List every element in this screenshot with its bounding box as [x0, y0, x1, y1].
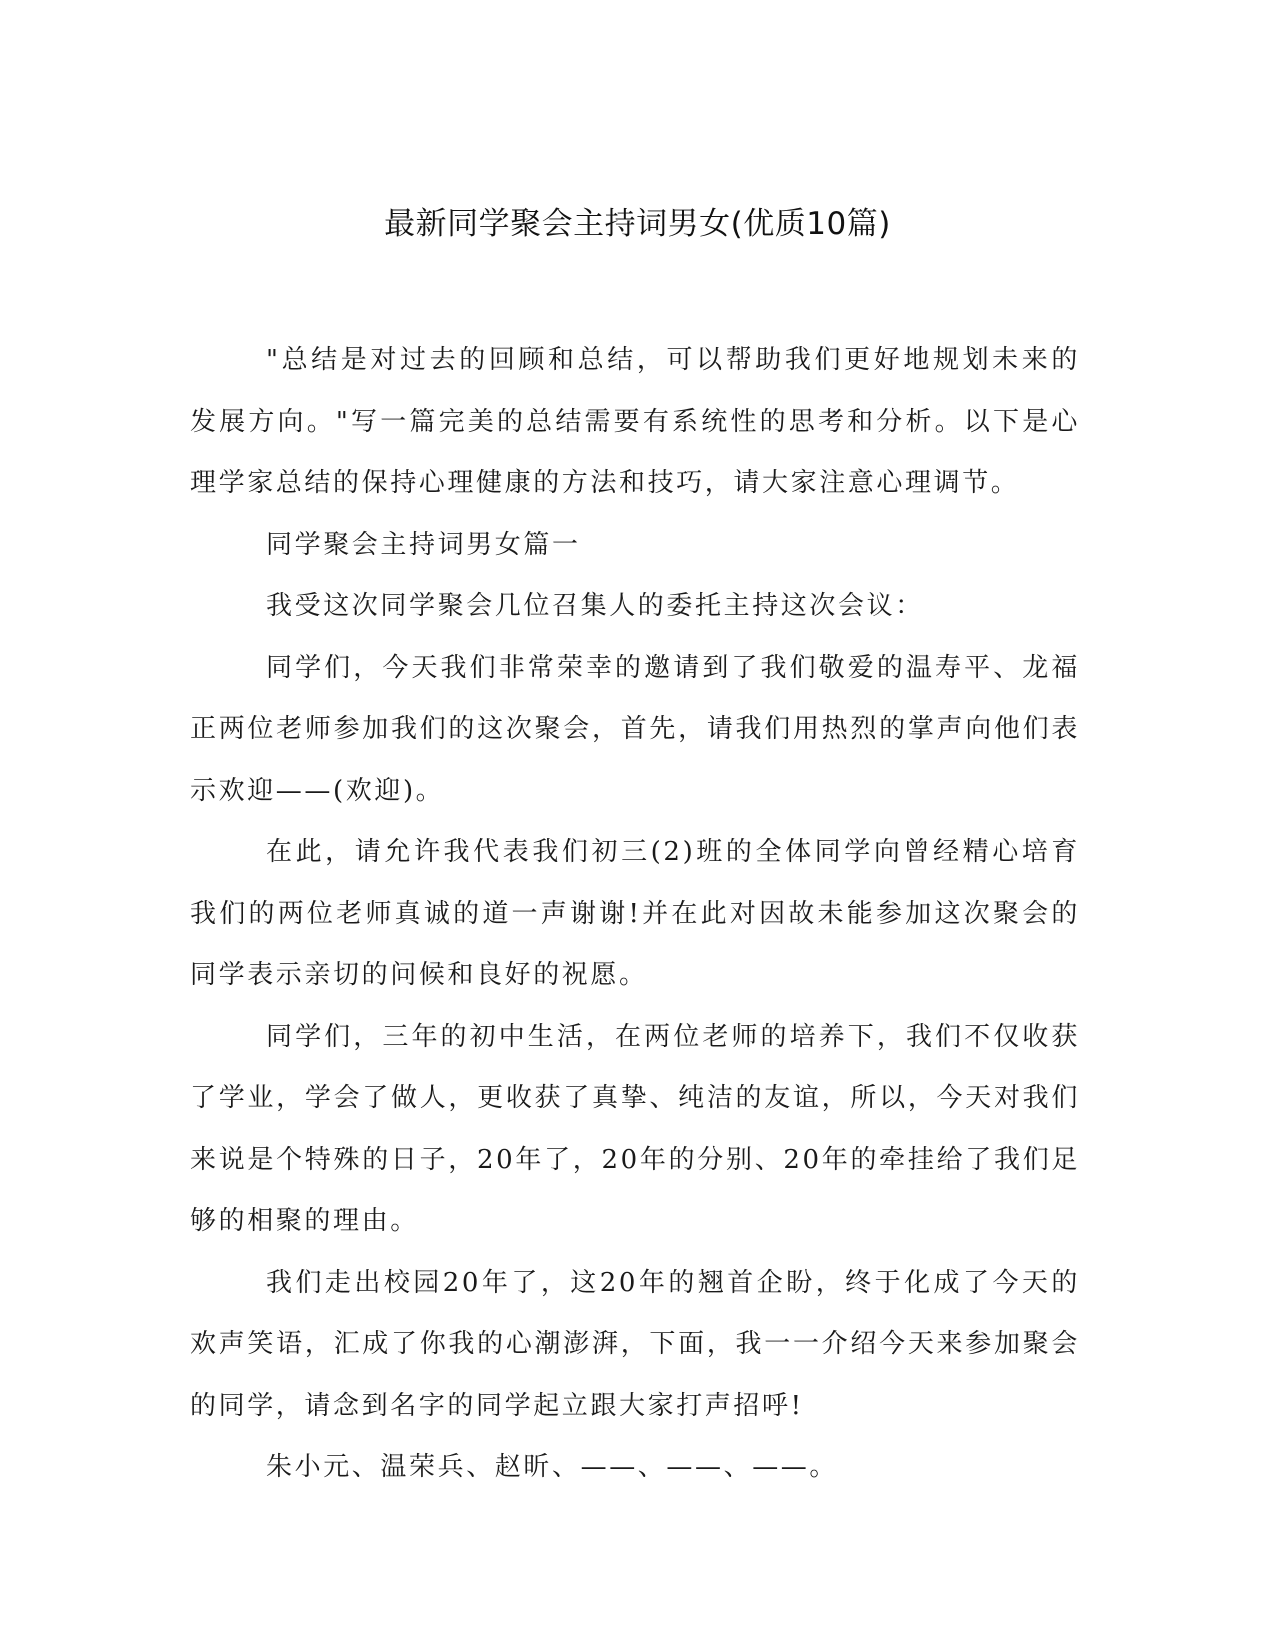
paragraph-intro: "总结是对过去的回顾和总结，可以帮助我们更好地规划未来的发展方向。"写一篇完美的总结需要有系统性的思考和分析。以下是心理学家总结的保持心理健康的方法和技巧，请大家注意心理调节。 — [190, 345, 1080, 498]
paragraph: 同学们，今天我们非常荣幸的邀请到了我们敬爱的温寿平、龙福正两位老师参加我们的这次聚会，首先，请我们用热烈的掌声向他们表示欢迎——(欢迎)。 — [190, 652, 1080, 806]
paragraph: 我们走出校园20年了，这20年的翘首企盼，终于化成了今天的欢声笑语，汇成了你我的心潮澎湃，下面，我一一介绍今天来参加聚会的同学，请念到名字的同学起立跟大家打声招呼! — [190, 1267, 1080, 1421]
document-body — [190, 330, 1080, 1499]
paragraph: 同学们，三年的初中生活，在两位老师的培养下，我们不仅收获了学业，学会了做人，更收获了真挚、纯洁的友谊，所以，今天对我们来说是个特殊的日子，20年了，20年的分别、20年的牵挂给了我们足够的相聚的理由。 — [190, 1021, 1080, 1236]
document-title: 最新同学聚会主持词男女(优质10篇) — [384, 206, 891, 242]
paragraph-names: 朱小元、温荣兵、赵昕、——、——、——。 — [266, 1452, 839, 1482]
paragraph: 在此，请允许我代表我们初三(2)班的全体同学向曾经精心培育我们的两位老师真诚的道一声谢谢!并在此对因故未能参加这次聚会的同学表示亲切的问候和良好的祝愿。 — [190, 837, 1080, 990]
section-heading: 同学聚会主持词男女篇一 — [266, 529, 581, 560]
paragraph: 我受这次同学聚会几位召集人的委托主持这次会议： — [266, 591, 924, 621]
